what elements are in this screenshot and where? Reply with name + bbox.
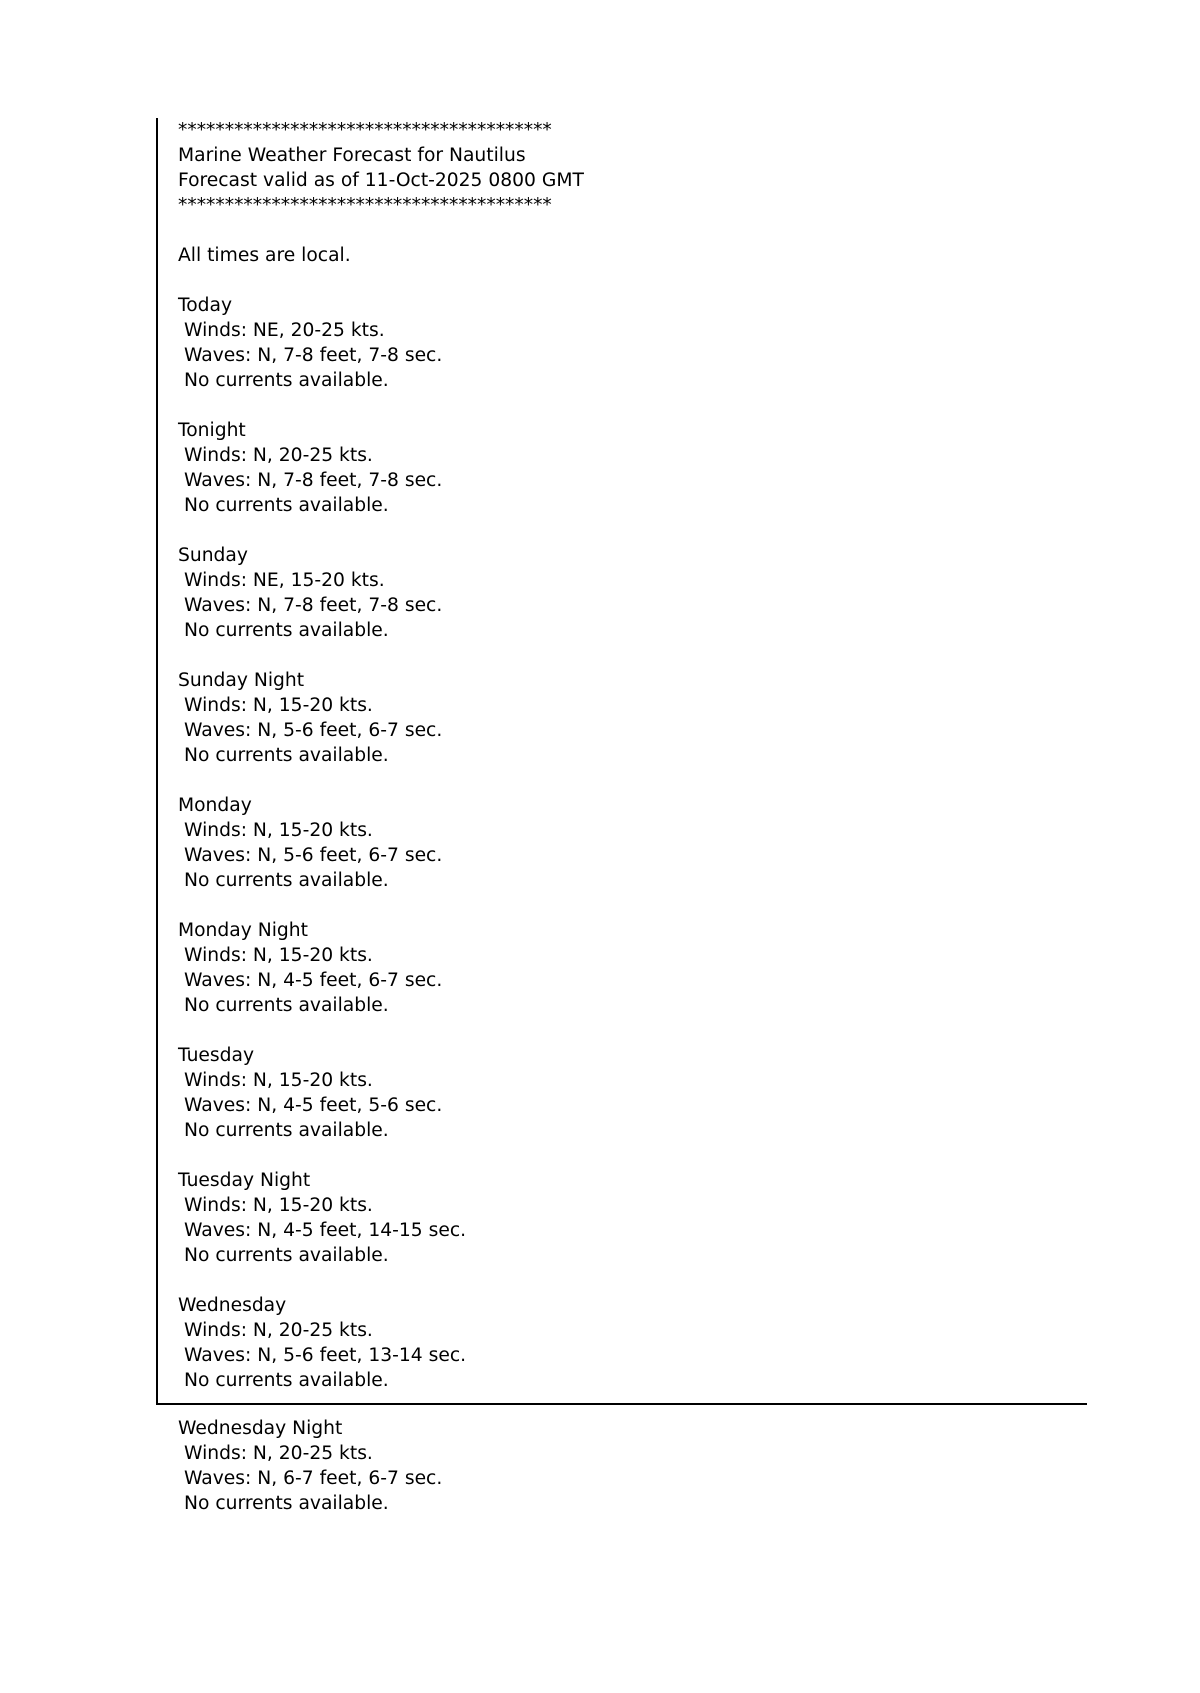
- forecast-waves-line: Waves: N, 7-8 feet, 7-8 sec.: [184, 595, 443, 616]
- forecast-section: [178, 543, 1087, 643]
- forecast-waves-line: Waves: N, 5-6 feet, 13-14 sec.: [184, 1345, 467, 1366]
- forecast-waves-line: Waves: N, 4-5 feet, 14-15 sec.: [184, 1220, 467, 1241]
- forecast-winds-line: Winds: NE, 15-20 kts.: [184, 570, 385, 591]
- forecast-box: [156, 118, 1087, 1405]
- forecast-day-heading: Wednesday: [178, 1295, 287, 1316]
- forecast-day-heading: Tuesday Night: [178, 1170, 311, 1191]
- forecast-section: [178, 918, 1087, 1018]
- forecast-sections-in-box: [178, 293, 1087, 1393]
- forecast-winds-line: Winds: NE, 20-25 kts.: [184, 320, 385, 341]
- forecast-currents-line: No currents available.: [184, 620, 389, 641]
- forecast-day-heading: Sunday: [178, 545, 248, 566]
- forecast-day-heading: Monday Night: [178, 920, 308, 941]
- forecast-currents-line: No currents available.: [184, 745, 389, 766]
- forecast-section: [178, 418, 1087, 518]
- forecast-currents-line: No currents available.: [184, 995, 389, 1016]
- forecast-waves-line: Waves: N, 5-6 feet, 6-7 sec.: [184, 720, 443, 741]
- forecast-winds-line: Winds: N, 20-25 kts.: [184, 445, 373, 466]
- forecast-winds-line: Winds: N, 15-20 kts.: [184, 695, 373, 716]
- forecast-day-heading: Tuesday: [178, 1045, 255, 1066]
- forecast-section: [178, 793, 1087, 893]
- forecast-valid-line: Forecast valid as of 11-Oct-2025 0800 GMT: [178, 170, 584, 191]
- forecast-waves-line: Waves: N, 4-5 feet, 5-6 sec.: [184, 1095, 443, 1116]
- forecast-section: [178, 1416, 1200, 1516]
- forecast-waves-line: Waves: N, 5-6 feet, 6-7 sec.: [184, 845, 443, 866]
- forecast-waves-line: Waves: N, 6-7 feet, 6-7 sec.: [184, 1468, 443, 1489]
- forecast-day-heading: Today: [178, 295, 233, 316]
- forecast-day-heading: Monday: [178, 795, 252, 816]
- forecast-currents-line: No currents available.: [184, 1370, 389, 1391]
- document-page: [0, 118, 1200, 1516]
- forecast-waves-line: Waves: N, 4-5 feet, 6-7 sec.: [184, 970, 443, 991]
- forecast-winds-line: Winds: N, 15-20 kts.: [184, 945, 373, 966]
- header-divider-bottom: ****************************************: [178, 195, 552, 216]
- forecast-section: [178, 1168, 1087, 1268]
- forecast-waves-line: Waves: N, 7-8 feet, 7-8 sec.: [184, 470, 443, 491]
- forecast-currents-line: No currents available.: [184, 495, 389, 516]
- forecast-currents-line: No currents available.: [184, 870, 389, 891]
- forecast-winds-line: Winds: N, 15-20 kts.: [184, 1195, 373, 1216]
- forecast-day-heading: Sunday Night: [178, 670, 305, 691]
- forecast-title: Marine Weather Forecast for Nautilus: [178, 145, 526, 166]
- forecast-waves-line: Waves: N, 7-8 feet, 7-8 sec.: [184, 345, 443, 366]
- forecast-winds-line: Winds: N, 20-25 kts.: [184, 1320, 373, 1341]
- forecast-section: [178, 1043, 1087, 1143]
- forecast-winds-line: Winds: N, 15-20 kts.: [184, 1070, 373, 1091]
- forecast-section: [178, 293, 1087, 393]
- forecast-winds-line: Winds: N, 15-20 kts.: [184, 820, 373, 841]
- forecast-currents-line: No currents available.: [184, 370, 389, 391]
- forecast-currents-line: No currents available.: [184, 1493, 389, 1514]
- forecast-winds-line: Winds: N, 20-25 kts.: [184, 1443, 373, 1464]
- forecast-currents-line: No currents available.: [184, 1120, 389, 1141]
- forecast-day-heading: Tonight: [178, 420, 246, 441]
- header-divider-top: ****************************************: [178, 120, 552, 141]
- forecast-day-heading: Wednesday Night: [178, 1418, 343, 1439]
- forecast-sections-after-box: [178, 1416, 1200, 1516]
- forecast-section: [178, 668, 1087, 768]
- local-times-note: All times are local.: [178, 245, 351, 266]
- forecast-currents-line: No currents available.: [184, 1245, 389, 1266]
- forecast-section: [178, 1293, 1087, 1393]
